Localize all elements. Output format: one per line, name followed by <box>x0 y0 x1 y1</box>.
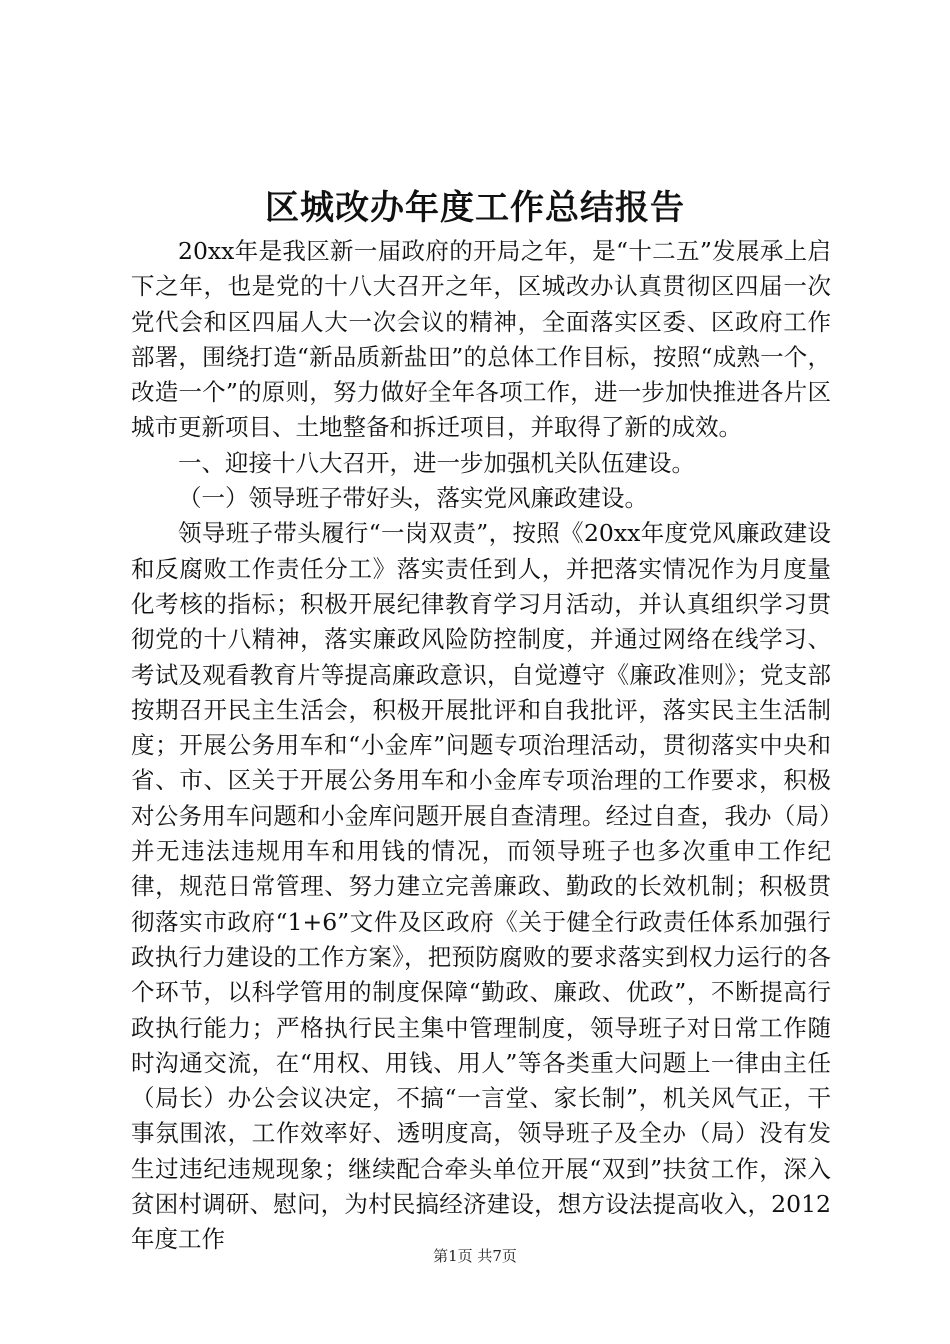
subsection-heading-1: （一）领导班子带好头，落实党风廉政建设。 <box>178 484 648 513</box>
paragraph-intro: 20xx年是我区新一届政府的开局之年，是“十二五”发展承上启下之年，也是党的十八大召开之年，区城改办认真贯彻区四届一次党代会和区四届人大一次会议的精神，全面落实区委、区政府工作部署，围绕打造“新品质新盐田”的总体工作目标，按照“成熟一个，改造一个”的原则，努力做好全年各项工作，进一步加快推进各片区城市更新项目、土地整备和拆迁项目，并取得了新的成效。 <box>131 237 831 442</box>
document-title: 区城改办年度工作总结报告 <box>265 188 685 228</box>
page-number-footer: 第1页 共7页 <box>433 1247 517 1265</box>
section-heading-1: 一、迎接十八大召开，进一步加强机关队伍建设。 <box>178 448 695 477</box>
document-body <box>131 234 831 1258</box>
paragraph-body: 领导班子带头履行“一岗双责”，按照《20xx年度党风廉政建设和反腐败工作责任分工》落实责任到人，并把落实情况作为月度量化考核的指标；积极开展纪律教育学习月活动，并认真组织学习贯彻党的十八精神，落实廉政风险防控制度，并通过网络在线学习、考试及观看教育片等提高廉政意识，自觉遵守《廉政准则》；党支部按期召开民主生活会，积极开展批评和自我批评，落实民主生活制度；开展公务用车和“小金库”问题专项治理活动，贯彻落实中央和省、市、区关于开展公务用车和小金库专项治理的工作要求，积极对公务用车问题和小金库问题开展自查清理。经过自查，我办（局）并无违法违规用车和用钱的情况，而领导班子也多次重申工作纪律，规范日常管理、努力建立完善廉政、勤政的长效机制；积极贯彻落实市政府“1+6”文件及区政府《关于健全行政责任体系加强行政执行力建设的工作方案》，把预防腐败的要求落实到权力运行的各个环节，以科学管用的制度保障“勤政、廉政、优政”，不断提高行政执行能力；严格执行民主集中管理制度，领导班子对日常工作随时沟通交流，在“用权、用钱、用人”等各类重大问题上一律由主任（局长）办公会议决定，不搞“一言堂、家长制”，机关风气正，干事氛围浓，工作效率好、透明度高，领导班子及全办（局）没有发生过违纪违规现象；继续配合牵头单位开展“双到”扶贫工作，深入贫困村调研、慰问，为村民搞经济建设，想方设法提高收入，2012年度工作 <box>131 519 831 1254</box>
